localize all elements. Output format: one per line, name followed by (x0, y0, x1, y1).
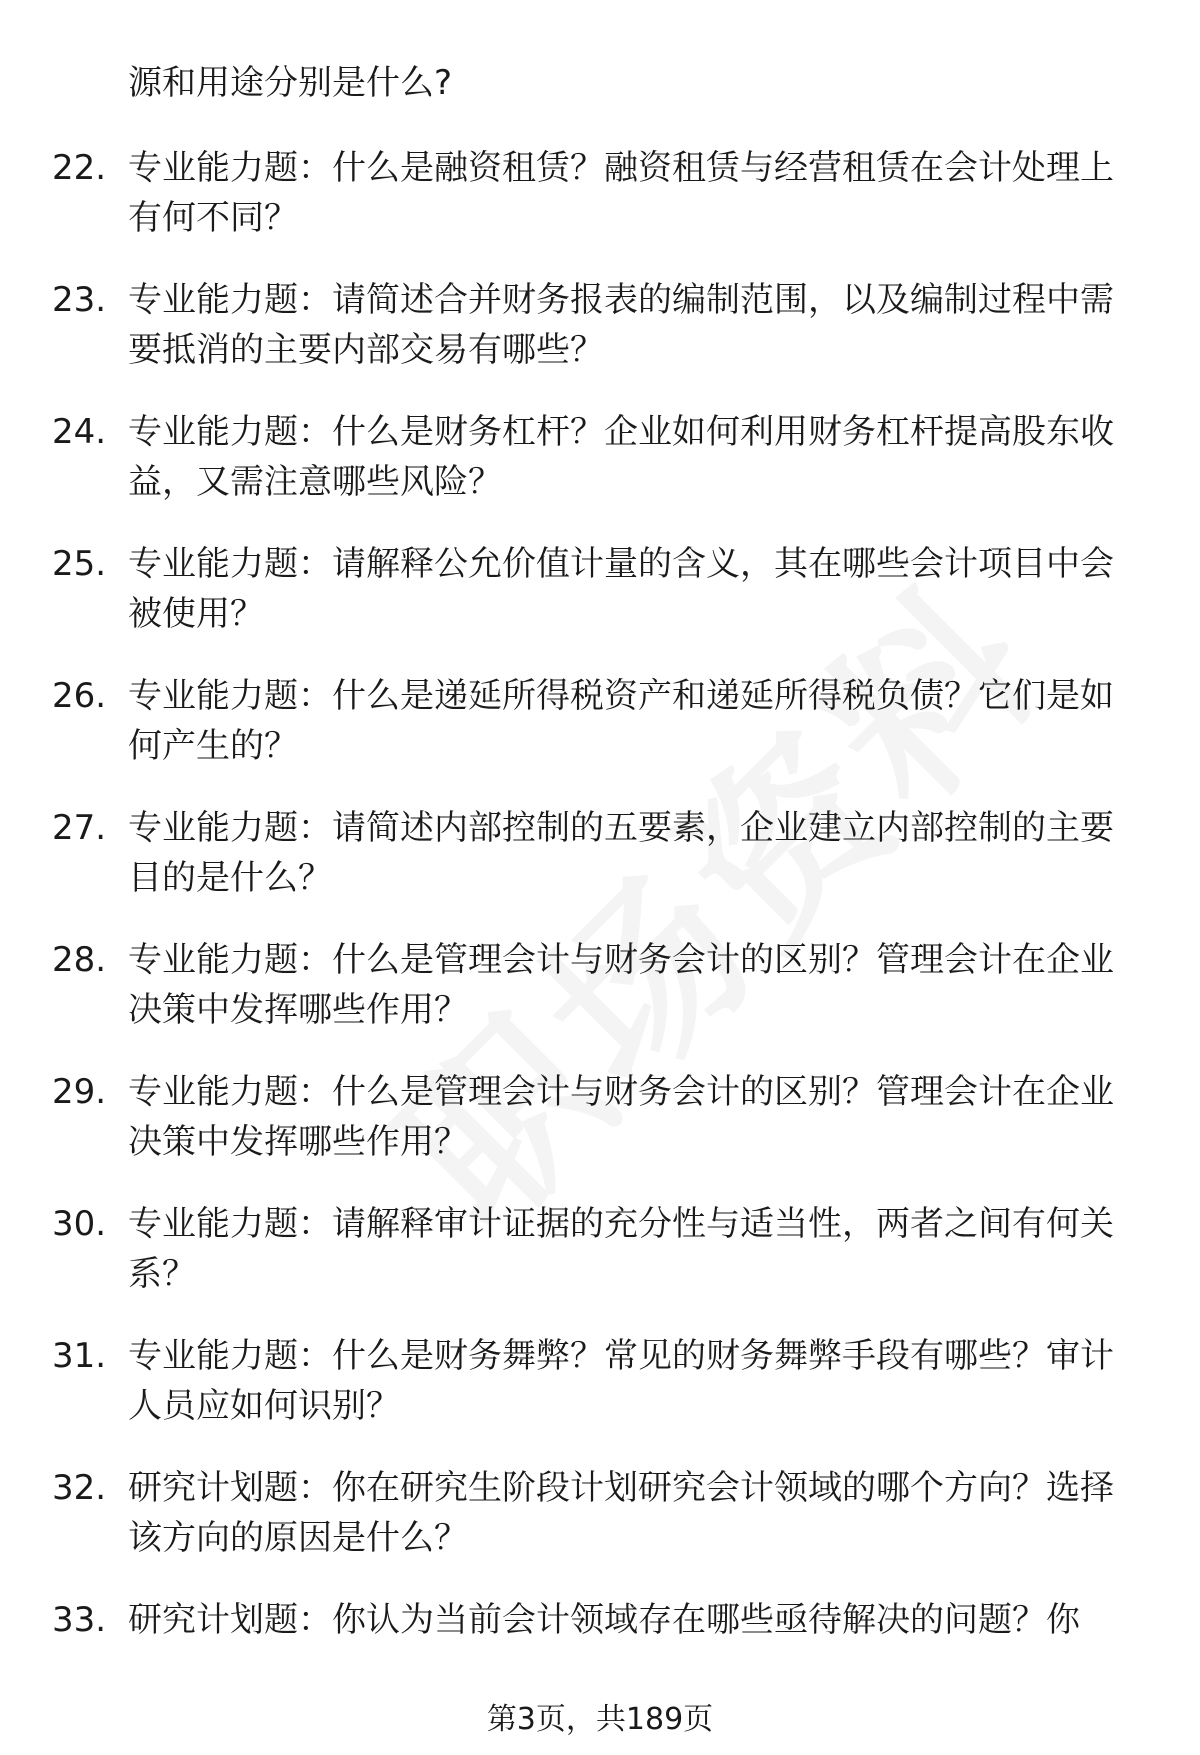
question-item (0, 1463, 1200, 1559)
question-item (0, 803, 1200, 899)
question-text: 专业能力题：请简述内部控制的五要素，企业建立内部控制的主要目的是什么？ (128, 808, 1114, 898)
question-item (0, 671, 1200, 767)
question-item (0, 143, 1200, 239)
question-number: 22. (52, 148, 107, 188)
question-number: 28. (52, 940, 107, 980)
question-item (0, 407, 1200, 503)
question-text: 专业能力题：什么是管理会计与财务会计的区别？管理会计在企业决策中发挥哪些作用？ (128, 940, 1114, 1030)
question-text: 专业能力题：请简述合并财务报表的编制范围，以及编制过程中需要抵消的主要内部交易有哪些？ (128, 280, 1114, 370)
question-number: 26. (52, 676, 107, 716)
question-number: 27. (52, 808, 107, 848)
question-text: 专业能力题：什么是财务舞弊？常见的财务舞弊手段有哪些？审计人员应如何识别？ (128, 1336, 1114, 1426)
question-text: 专业能力题：请解释公允价值计量的含义，其在哪些会计项目中会被使用？ (128, 544, 1114, 634)
question-text: 专业能力题：请解释审计证据的充分性与适当性，两者之间有何关系？ (128, 1204, 1114, 1294)
question-text: 研究计划题：你在研究生阶段计划研究会计领域的哪个方向？选择该方向的原因是什么？ (128, 1468, 1114, 1558)
question-list (0, 143, 1200, 1727)
question-number: 23. (52, 280, 107, 320)
question-item (0, 1067, 1200, 1163)
question-number: 24. (52, 412, 107, 452)
question-item (0, 1199, 1200, 1295)
question-number: 29. (52, 1072, 107, 1112)
question-number: 32. (52, 1468, 107, 1508)
question-number: 31. (52, 1336, 107, 1376)
question-item (0, 935, 1200, 1031)
question-item (0, 539, 1200, 635)
question-number: 25. (52, 544, 107, 584)
question-text: 研究计划题：你认为当前会计领域存在哪些亟待解决的问题？你 (128, 1600, 1080, 1640)
question-item (0, 1331, 1200, 1427)
question-text: 专业能力题：什么是管理会计与财务会计的区别？管理会计在企业决策中发挥哪些作用？ (128, 1072, 1114, 1162)
page-number-footer: 第3页，共189页 (486, 1702, 714, 1737)
question-item (0, 275, 1200, 371)
question-text: 专业能力题：什么是财务杠杆？企业如何利用财务杠杆提高股东收益，又需注意哪些风险？ (128, 412, 1114, 502)
question-number: 30. (52, 1204, 107, 1244)
question-item (0, 1595, 1200, 1691)
continued-question-text: 源和用途分别是什么? (128, 63, 453, 103)
question-text: 专业能力题：什么是融资租赁？融资租赁与经营租赁在会计处理上有何不同？ (128, 148, 1114, 238)
question-text: 专业能力题：什么是递延所得税资产和递延所得税负债？它们是如何产生的？ (128, 676, 1114, 766)
question-number: 33. (52, 1600, 107, 1640)
